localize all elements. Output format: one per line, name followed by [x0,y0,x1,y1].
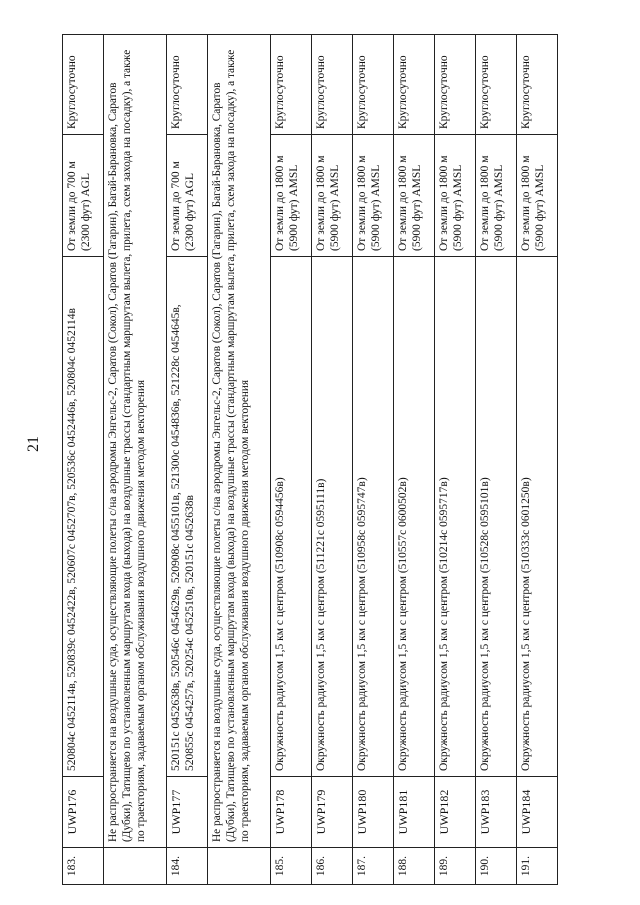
operating-time: Круглосуточно [312,35,353,135]
row-number: 189. [435,848,476,885]
rotated-page [62,35,547,885]
operating-time: Круглосуточно [271,35,312,135]
row-number: 184. [167,848,208,885]
airspace-table [62,34,558,885]
zone-code: UWP184 [517,777,558,848]
altitude-limit: От земли до 700 м (2300 фут) AGL [167,135,208,257]
zone-code: UWP182 [435,777,476,848]
zone-code: UWP180 [353,777,394,848]
table-row [517,35,558,885]
table-row [312,35,353,885]
zone-code: UWP178 [271,777,312,848]
altitude-limit: От земли до 1800 м (5900 фут) AMSL [476,135,517,257]
zone-description: Окружность радиусом 1,5 км с центром (510528с 0595101в) [476,257,517,777]
note-spacer-cell [104,848,167,885]
zone-description: Окружность радиусом 1,5 км с центром (510557с 0600502в) [394,257,435,777]
row-number: 191. [517,848,558,885]
table-row [167,35,208,885]
altitude-limit: От земли до 1800 м (5900 фут) AMSL [394,135,435,257]
row-number: 188. [394,848,435,885]
row-number: 187. [353,848,394,885]
operating-time: Круглосуточно [476,35,517,135]
table-row [353,35,394,885]
table-row [476,35,517,885]
operating-time: Круглосуточно [167,35,208,135]
zone-description: 520804c 0452114в, 520839c 0452422в, 520607c 0452707в, 520536c 0452446в, 520804c 0452114в [63,257,104,777]
operating-time: Круглосуточно [517,35,558,135]
altitude-limit: От земли до 1800 м (5900 фут) AMSL [517,135,558,257]
note-row [208,35,271,885]
note-row [104,35,167,885]
operating-time: Круглосуточно [353,35,394,135]
page-number: 21 [25,436,42,452]
table-row [63,35,104,885]
table-row [394,35,435,885]
zone-code: UWP176 [63,777,104,848]
zone-code: UWP179 [312,777,353,848]
operating-time: Круглосуточно [394,35,435,135]
zone-code: UWP183 [476,777,517,848]
zone-description: Окружность радиусом 1,5 км с центром (510214с 0595717в) [435,257,476,777]
table-row [435,35,476,885]
zone-description: Окружность радиусом 1,5 км с центром (510958с 0595747в) [353,257,394,777]
altitude-limit: От земли до 1800 м (5900 фут) AMSL [271,135,312,257]
operating-time: Круглосуточно [435,35,476,135]
altitude-limit: От земли до 1800 м (5900 фут) AMSL [353,135,394,257]
row-number: 190. [476,848,517,885]
zone-description: Окружность радиусом 1,5 км с центром (510908с 0594456в) [271,257,312,777]
zone-description: 520151c 0452638в, 520546c 0454629в, 520908c 0455101в, 521300c 0454836в, 521228c 0454645в, 520855c 0454257в, 520254c 0452510в, 520151c 0452638в [167,257,208,777]
altitude-limit: От земли до 1800 м (5900 фут) AMSL [312,135,353,257]
row-number: 183. [63,848,104,885]
zone-code: UWP181 [394,777,435,848]
row-number: 185. [271,848,312,885]
operating-time: Круглосуточно [63,35,104,135]
table-container [62,35,547,885]
altitude-limit: От земли до 700 м (2300 фут) AGL [63,135,104,257]
table-row [271,35,312,885]
row-number: 186. [312,848,353,885]
zone-description: Окружность радиусом 1,5 км с центром (511221с 0595111в) [312,257,353,777]
note-spacer-cell [208,848,271,885]
table-body [63,35,558,885]
altitude-limit: От земли до 1800 м (5900 фут) AMSL [435,135,476,257]
zone-code: UWP177 [167,777,208,848]
zone-description: Окружность радиусом 1,5 км с центром (510333с 0601250в) [517,257,558,777]
note-text: Не распространяется на воздушные суда, осуществляющие полеты с/на аэродромы Энгельс-2, Саратов (Сокол), Саратов (Гагарин), Багай-Барановка, Саратов (Дубки), Татищево по установленным маршрутам входа (выхода) на воздушные трассы (стандартным маршрутам вылета, прилета, схем захода на посадку), а также по траекториям, задаваемым органом обслуживания воздушного движения методом векторения [208,35,271,848]
note-text: Не распространяется на воздушные суда, осуществляющие полеты с/на аэродромы Энгельс-2, Саратов (Сокол), Саратов (Гагарин), Багай-Барановка, Саратов (Дубки), Татищево по установленным маршрутам входа (выхода) на воздушные трассы (стандартным маршрутам вылета, прилета, схем захода на посадку), а также по траекториям, задаваемым органом обслуживания воздушного движения методом векторения [104,35,167,848]
